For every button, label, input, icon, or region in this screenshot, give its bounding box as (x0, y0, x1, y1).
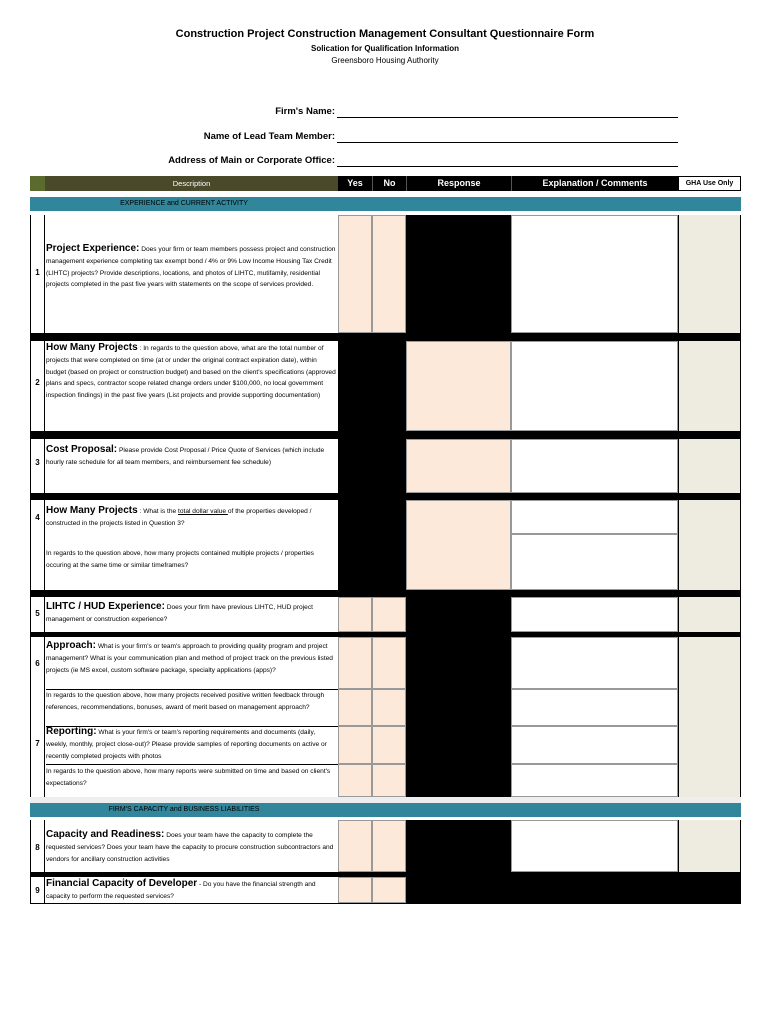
row-divider (30, 493, 741, 500)
question-8-body: Does your team have the capacity to complete the requested services? Does your team have the capacity to procure construction subcontractors and vendors for ancillary construction activities (46, 832, 334, 863)
response-cell[interactable] (406, 439, 511, 493)
gha-cell (678, 637, 741, 797)
question-6-body: What is your firm's or team's approach to providing quality program and project management? What is your communication plan and method of project track on the previous listed projects (ie MS excel, custom software package, specialty applications (apps)? (46, 643, 333, 674)
response-cell (406, 215, 511, 333)
explanation-cell[interactable] (511, 820, 678, 872)
question-8-lead: Capacity and Readiness: (46, 829, 165, 840)
question-6-text (46, 640, 338, 676)
yes-header: Yes (338, 176, 372, 191)
question-9-body: - Do you have the financial strength and capacity to perform the requested services? (46, 881, 316, 900)
no-cell[interactable] (372, 689, 406, 726)
response-cell (406, 597, 511, 632)
no-cell[interactable] (372, 820, 406, 872)
question-3-text (46, 444, 338, 469)
question-9-lead: Financial Capacity of Developer (46, 878, 198, 889)
question-7-followup: In regards to the question above, how many reports were submitted on time and based on client's expectations? (46, 768, 331, 787)
question-4-body-a: : What is the (137, 508, 179, 515)
question-7-text (46, 726, 338, 762)
question-number: 3 (35, 458, 40, 467)
response-cell[interactable] (406, 500, 511, 590)
form-title: Construction Project Construction Management Consultant Questionnaire Form (175, 28, 595, 40)
question-5-text (46, 601, 338, 626)
gha-cell (678, 341, 741, 431)
yes-cell[interactable] (338, 597, 372, 632)
question-4-body-underline: total dollar value (178, 508, 228, 515)
yes-no-blocked-cell (338, 500, 406, 590)
firm-name-label: Firm's Name: (275, 106, 335, 117)
response-cell (406, 877, 741, 903)
number-header (30, 176, 45, 191)
yes-cell[interactable] (338, 726, 372, 764)
yes-cell[interactable] (338, 877, 372, 903)
explanation-cell[interactable] (511, 215, 678, 333)
question-3-lead: Cost Proposal: (46, 444, 118, 455)
gha-cell (678, 500, 741, 590)
address-field[interactable] (337, 166, 678, 167)
question-1-lead: Project Experience: (46, 243, 140, 254)
explanation-cell[interactable] (511, 341, 678, 431)
explanation-cell[interactable] (511, 764, 678, 797)
question-5-body: Does your firm have previous LIHTC, HUD project management or construction experience? (46, 604, 313, 623)
no-cell[interactable] (372, 726, 406, 764)
section-experience-label: EXPERIENCE and CURRENT ACTIVITY (120, 200, 248, 207)
question-5-lead: LIHTC / HUD Experience: (46, 601, 165, 612)
gha-header: GHA Use Only (678, 176, 741, 191)
explanation-cell[interactable] (511, 597, 678, 632)
form-subtitle: Solication for Qualification Information (310, 44, 459, 53)
question-2-text (46, 342, 338, 402)
agency-name: Greensboro Housing Authority (331, 56, 439, 65)
no-cell[interactable] (372, 877, 406, 903)
explanation-cell[interactable] (511, 439, 678, 493)
explanation-cell[interactable] (511, 500, 678, 534)
question-number: 1 (35, 268, 40, 277)
response-cell (406, 820, 511, 872)
question-number: 4 (35, 513, 40, 522)
gha-cell (678, 597, 741, 632)
no-header: No (372, 176, 406, 191)
explanation-header: Explanation / Comments (511, 176, 678, 191)
question-number: 9 (35, 886, 40, 895)
lead-member-field[interactable] (337, 142, 678, 143)
row-divider (30, 590, 741, 597)
question-number: 8 (35, 843, 40, 852)
address-label: Address of Main or Corporate Office: (168, 155, 335, 166)
question-3-body: Please provide Cost Proposal / Price Quote of Services (which include hourly rate schedule for all team members, and reimbursement fee schedule) (46, 447, 325, 466)
description-header (30, 176, 338, 191)
gha-cell (678, 215, 741, 333)
yes-cell[interactable] (338, 637, 372, 689)
response-cell[interactable] (406, 341, 511, 431)
explanation-cell[interactable] (511, 637, 678, 689)
question-2-body: : In regards to the question above, what are the total number of projects that were completed on time (at or under the original contract expiration date), within budget (based on project or construction budget) and based on the client's specifications (approved plans and specs, contractor scope related change orders under $100,000, no local government inspection findings) in the past five years (List projects and provide supporting documentation) (46, 345, 336, 400)
question-6-followup: In regards to the question above, how many projects received positive written feedback through references, recommendations, bonuses, award of merit based on management approach? (46, 692, 325, 711)
question-number: 5 (35, 609, 40, 618)
question-7-body: What is your firm's or team's reporting requirements and documents (daily, weekly, monthly, project close-out)? Please provide samples of reporting documents on active or recently completed projects with photos (46, 729, 327, 760)
question-4-followup: In regards to the question above, how many projects contained multiple projects / properties occuring at the same time or similar timeframes? (46, 550, 314, 569)
section-capacity (30, 803, 741, 817)
yes-cell[interactable] (338, 689, 372, 726)
question-9-text (46, 878, 338, 903)
question-number: 7 (35, 739, 40, 748)
question-number: 2 (35, 378, 40, 387)
question-1-text (46, 243, 338, 291)
section-experience (30, 197, 741, 211)
question-4-lead: How Many Projects (46, 505, 138, 516)
description-header-label: Description (172, 179, 211, 188)
no-cell[interactable] (372, 637, 406, 689)
gha-cell (678, 820, 741, 872)
explanation-cell[interactable] (511, 689, 678, 726)
yes-no-blocked-cell (338, 439, 406, 493)
explanation-cell[interactable] (511, 534, 678, 590)
question-8-text (46, 829, 338, 865)
response-cell (406, 637, 511, 797)
yes-cell[interactable] (338, 764, 372, 797)
response-header: Response (406, 176, 511, 191)
question-1-body: Does your firm or team members possess project and construction management experience completing tax exempt bond / 4% or 9% Low Income Housing Tax Credit (LIHTC) projects? Provide descriptions, locations, and photos of LIHTC, mutifamily, residential projects completed in the past five years with statements on the scope of services provided. (46, 246, 336, 289)
no-cell[interactable] (372, 764, 406, 797)
no-cell[interactable] (372, 215, 406, 333)
question-4-text (46, 505, 338, 530)
question-7-lead: Reporting: (46, 726, 97, 737)
yes-cell[interactable] (338, 215, 372, 333)
explanation-cell[interactable] (511, 726, 678, 764)
yes-cell[interactable] (338, 820, 372, 872)
row-divider (30, 431, 741, 439)
lead-member-label: Name of Lead Team Member: (203, 131, 335, 142)
row-divider (30, 333, 741, 341)
question-2-lead: How Many Projects (46, 342, 138, 353)
question-4-body-b: of the properties developed / constructed in the projects listed in Question 3? (46, 508, 312, 527)
firm-name-field[interactable] (337, 117, 678, 118)
gha-cell (678, 439, 741, 493)
table-bottom-rule (30, 903, 741, 904)
row-rule (46, 764, 338, 765)
question-number: 6 (35, 659, 40, 668)
no-cell[interactable] (372, 597, 406, 632)
question-6-lead: Approach: (46, 640, 96, 651)
yes-no-blocked-cell (338, 341, 406, 431)
section-capacity-label: FIRM'S CAPACITY and BUSINESS LIABILITIES (108, 806, 260, 813)
